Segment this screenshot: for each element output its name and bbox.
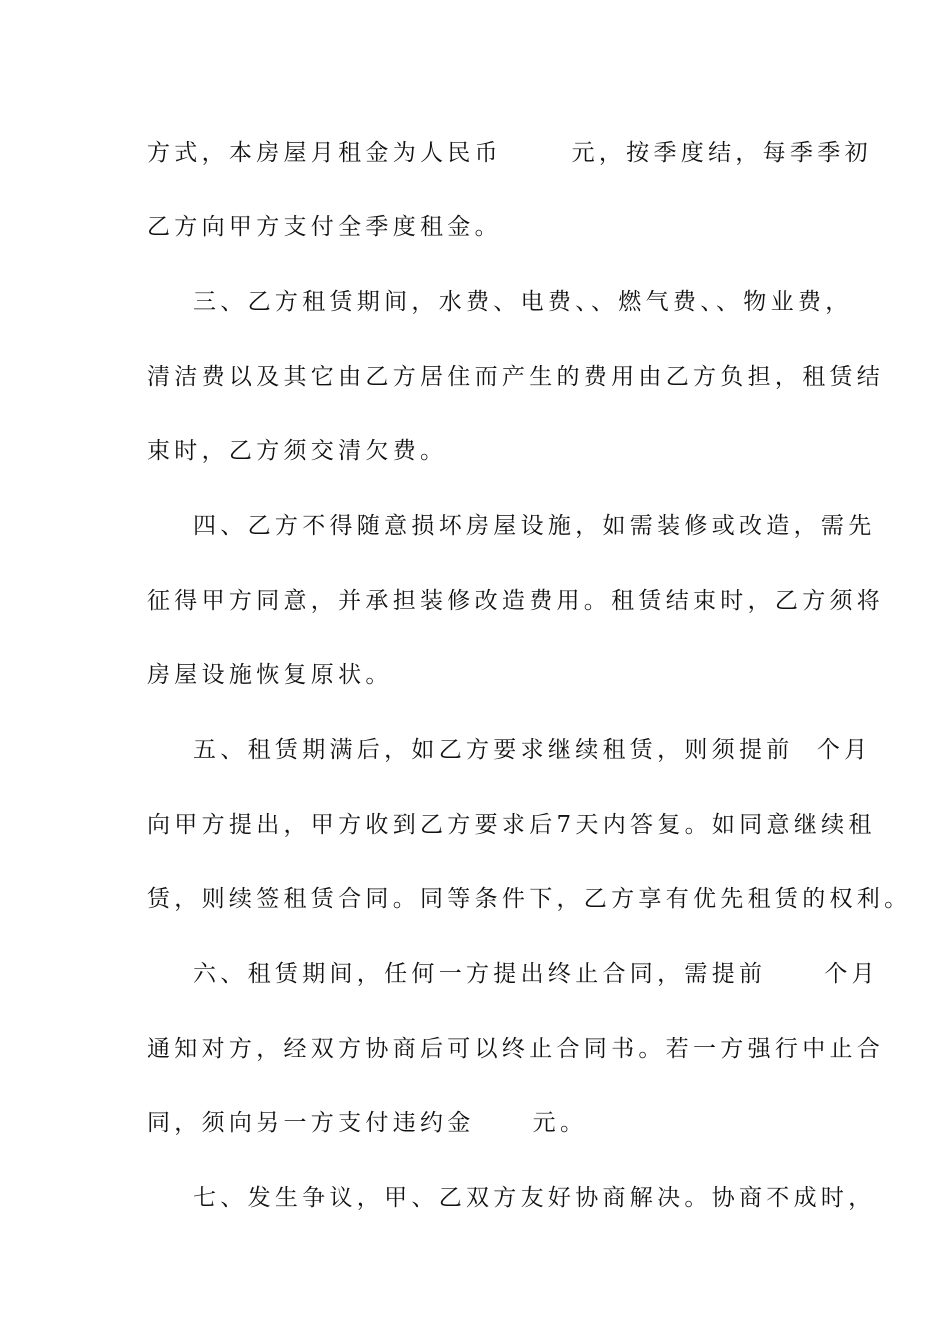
text-line: 乙方向甲方支付全季度租金。 [147,214,502,240]
text-line: 房屋设施恢复原状。 [147,662,393,688]
text-line: 方式，本房屋月租金为人民币 元，按季度结，每季季初 [147,140,872,166]
text-line: 同，须向另一方支付违约金 元。 [147,1110,588,1136]
paragraph-5-start: 五、租赁期满后，如乙方要求继续租赁，则须提前 个月 [193,737,872,763]
text-line: 征得甲方同意，并承担装修改造费用。租赁结束时，乙方须将 [147,588,885,614]
paragraph-7-start: 七、发生争议，甲、乙双方友好协商解决。协商不成时， [193,1185,876,1211]
text-line: 向甲方提出，甲方收到乙方要求后7天内答复。如同意继续租 [147,812,876,838]
paragraph-4-start: 四、乙方不得随意损坏房屋设施，如需装修或改造，需先 [193,513,876,539]
paragraph-3-start: 三、乙方租赁期间，水费、电费、、燃气费、、物业费， [193,289,853,315]
text-line: 通知对方，经双方协商后可以终止合同书。若一方强行中止合 [147,1036,885,1062]
text-line: 束时，乙方须交清欠费。 [147,438,448,464]
paragraph-6-start: 六、租赁期间，任何一方提出终止合同，需提前 个月 [193,961,879,987]
text-line: 赁，则续签租赁合同。同等条件下，乙方享有优先租赁的权利。 [147,886,912,912]
text-line: 清洁费以及其它由乙方居住而产生的费用由乙方负担，租赁结 [147,364,885,390]
